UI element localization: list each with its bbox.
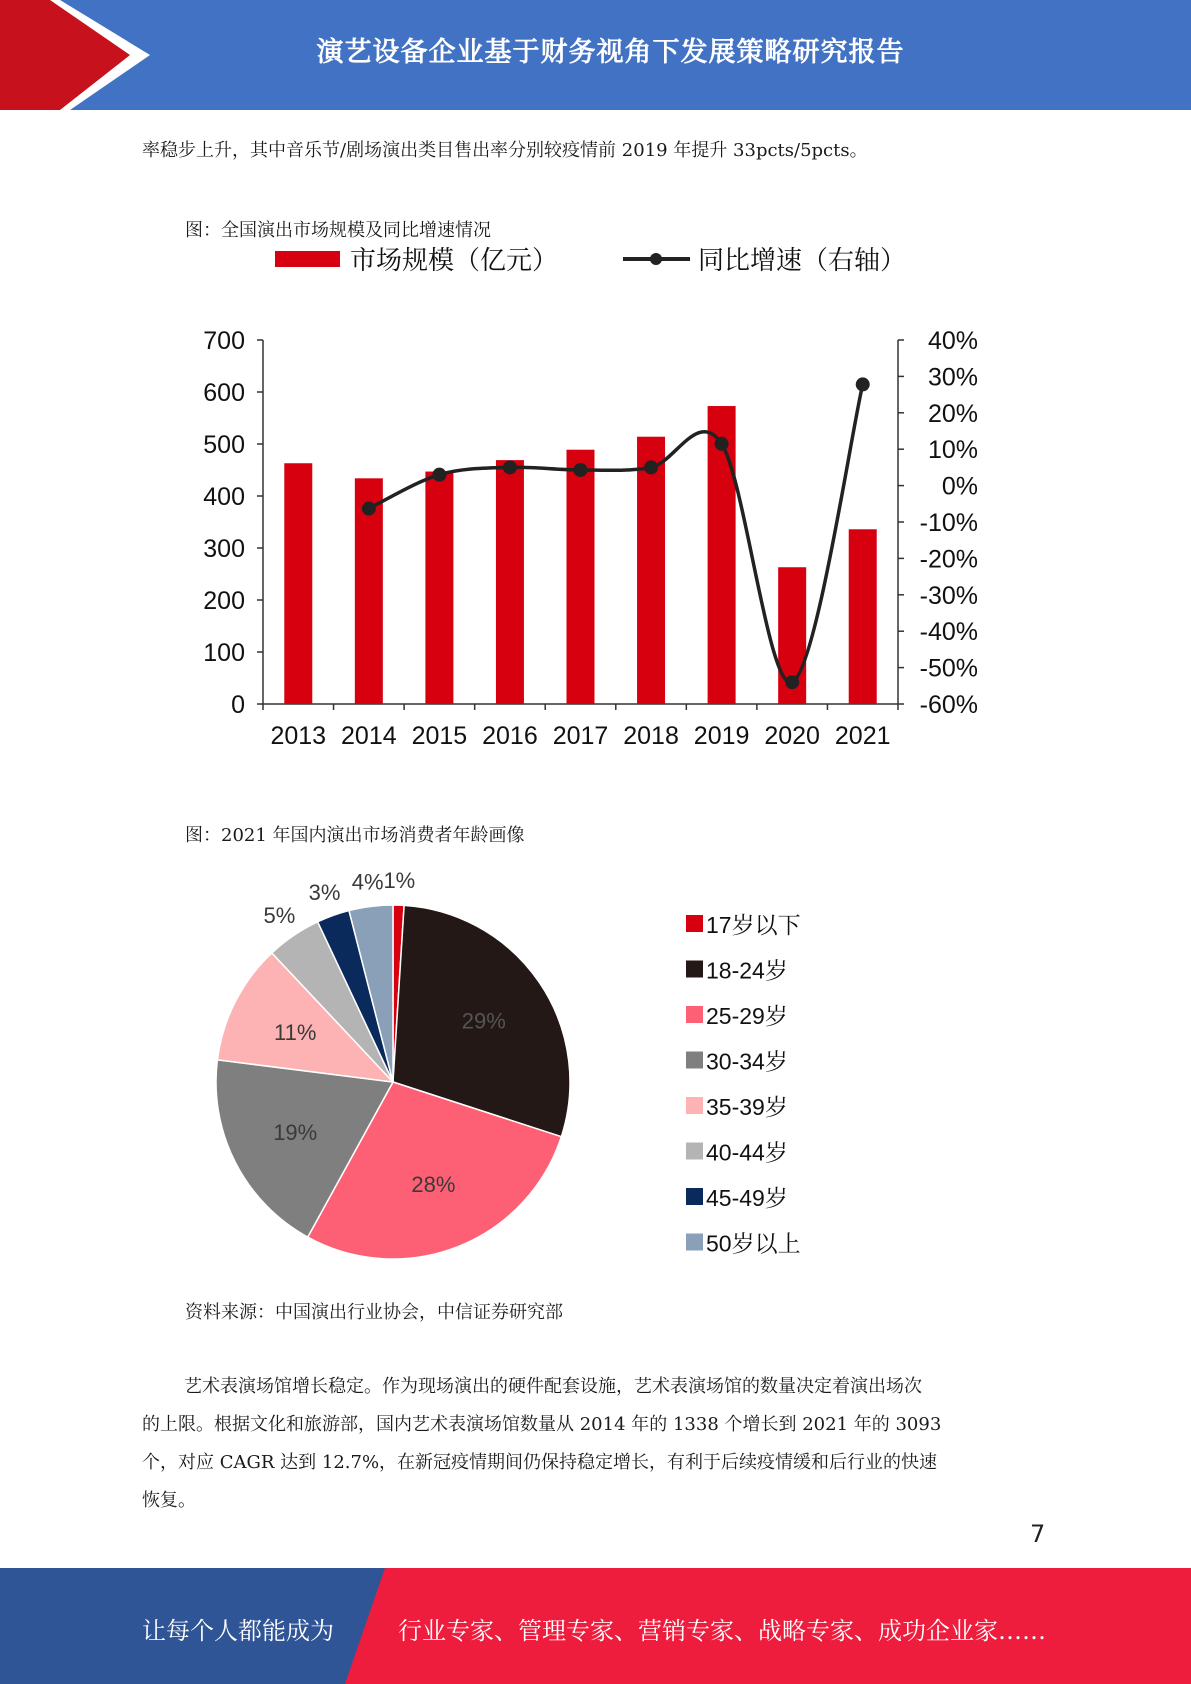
pie-slice-label: 28% (411, 1172, 456, 1198)
x-axis-tick-label: 2018 (623, 722, 679, 745)
growth-rate-point (574, 463, 588, 477)
footer-slogan-left: 让每个人都能成为 (142, 1617, 334, 1645)
right-axis-tick-label: -20% (919, 545, 978, 574)
pie-legend-swatch (686, 1006, 703, 1023)
left-axis-tick-label: 200 (203, 587, 245, 615)
page-number: 7 (1030, 1520, 1046, 1548)
growth-rate-point (644, 460, 658, 474)
right-axis-tick-label: -40% (919, 618, 978, 647)
pie-legend-label: 45-49岁 (706, 1185, 788, 1211)
page-footer (0, 1568, 1191, 1684)
intro-paragraph: 率稳步上升，其中音乐节/剧场演出类目售出率分别较疫情前 2019 年提升 33pcts/5pcts。 (142, 140, 868, 161)
growth-rate-point (715, 437, 729, 451)
pie-slice-label: 4% (351, 869, 384, 895)
growth-rate-point (432, 468, 446, 482)
left-axis-tick-label: 600 (203, 379, 245, 407)
body-line: 的上限。根据文化和旅游部，国内艺术表演场馆数量从 2014 年的 1338 个增长到 2021 年的 3093 (142, 1414, 942, 1435)
bar-chart-caption: 图：全国演出市场规模及同比增速情况 (185, 220, 491, 241)
body-line: 艺术表演场馆增长稳定。作为现场演出的硬件配套设施，艺术表演场馆的数量决定着演出场次 (184, 1376, 922, 1397)
growth-rate-point (503, 460, 517, 474)
source-note: 资料来源：中国演出行业协会，中信证券研究部 (185, 1302, 563, 1323)
left-axis-tick-label: 0 (231, 691, 245, 719)
x-axis-tick-label: 2020 (764, 722, 820, 745)
pie-legend-swatch (686, 1188, 703, 1205)
pie-slice-label: 19% (273, 1119, 318, 1145)
legend-line-marker (650, 253, 662, 265)
body-paragraph (142, 1368, 1057, 1520)
pie-legend-label: 35-39岁 (706, 1094, 788, 1120)
pie-legend-label: 40-44岁 (706, 1139, 788, 1166)
left-axis-tick-label: 300 (203, 535, 245, 563)
pie-slice-label: 5% (263, 902, 296, 928)
pie-slice-label: 1% (383, 868, 416, 894)
pie-legend-swatch (686, 1143, 703, 1160)
right-axis-tick-label: 20% (927, 399, 978, 428)
page-title: 演艺设备企业基于财务视角下发展策略研究报告 (316, 37, 905, 68)
market-size-bar (425, 472, 453, 704)
legend-bar-label: 市场规模（亿元） (350, 245, 559, 275)
x-axis-tick-label: 2013 (270, 722, 327, 745)
pie-legend-label: 18-24岁 (706, 957, 788, 984)
pie-legend-label: 17岁以下 (706, 912, 801, 938)
x-axis-tick-label: 2021 (834, 722, 891, 745)
pie-legend-swatch (686, 1052, 703, 1069)
legend-bar-swatch (275, 251, 340, 267)
market-size-bar (567, 450, 595, 704)
pie-legend-label: 50岁以上 (706, 1230, 801, 1257)
age-profile-pie-chart (0, 860, 1191, 1260)
pie-slice-label: 11% (274, 1020, 317, 1046)
pie-legend-swatch (686, 961, 703, 978)
left-axis-tick-label: 500 (203, 431, 245, 459)
market-size-bar (637, 437, 665, 704)
growth-rate-point (856, 377, 870, 391)
left-axis-tick-label: 400 (203, 483, 245, 511)
growth-rate-point (362, 502, 376, 516)
pie-legend-swatch (686, 915, 703, 932)
pie-legend-label: 25-29岁 (706, 1003, 788, 1029)
body-line: 恢复。 (142, 1490, 196, 1511)
market-size-bar (284, 463, 312, 704)
pie-slice-label: 29% (461, 1008, 506, 1034)
pie-slice-label: 3% (308, 879, 341, 905)
market-size-chart (0, 245, 1191, 745)
right-axis-tick-label: -50% (919, 654, 978, 683)
right-axis-tick-label: -60% (919, 691, 978, 719)
pie-legend-label: 30-34岁 (706, 1048, 788, 1075)
right-axis-tick-label: -10% (919, 509, 978, 537)
x-axis-tick-label: 2019 (693, 722, 750, 745)
pie-legend-swatch (686, 1234, 703, 1251)
market-size-bar (496, 460, 524, 704)
x-axis-tick-label: 2015 (411, 722, 468, 745)
market-size-bar (849, 529, 877, 704)
left-axis-tick-label: 700 (203, 327, 245, 355)
x-axis-tick-label: 2016 (482, 722, 538, 745)
pie-legend-swatch (686, 1097, 703, 1114)
body-line: 个，对应 CAGR 达到 12.7%，在新冠疫情期间仍保持稳定增长，有利于后续疫情缓和后行业的快速 (142, 1452, 938, 1473)
x-axis-tick-label: 2014 (341, 722, 397, 745)
legend-line-label: 同比增速（右轴） (698, 245, 907, 275)
right-axis-tick-label: -30% (919, 581, 978, 610)
x-axis-tick-label: 2017 (552, 722, 609, 745)
right-axis-tick-label: 40% (927, 327, 978, 355)
pie-chart-caption: 图：2021 年国内演出市场消费者年龄画像 (185, 825, 525, 846)
page-header (0, 0, 1191, 110)
growth-rate-point (785, 675, 799, 689)
left-axis-tick-label: 100 (203, 639, 245, 667)
footer-slogan-right: 行业专家、管理专家、营销专家、战略专家、成功企业家…… (398, 1617, 1046, 1645)
right-axis-tick-label: 30% (927, 363, 978, 392)
right-axis-tick-label: 10% (927, 436, 978, 465)
right-axis-tick-label: 0% (941, 472, 978, 501)
